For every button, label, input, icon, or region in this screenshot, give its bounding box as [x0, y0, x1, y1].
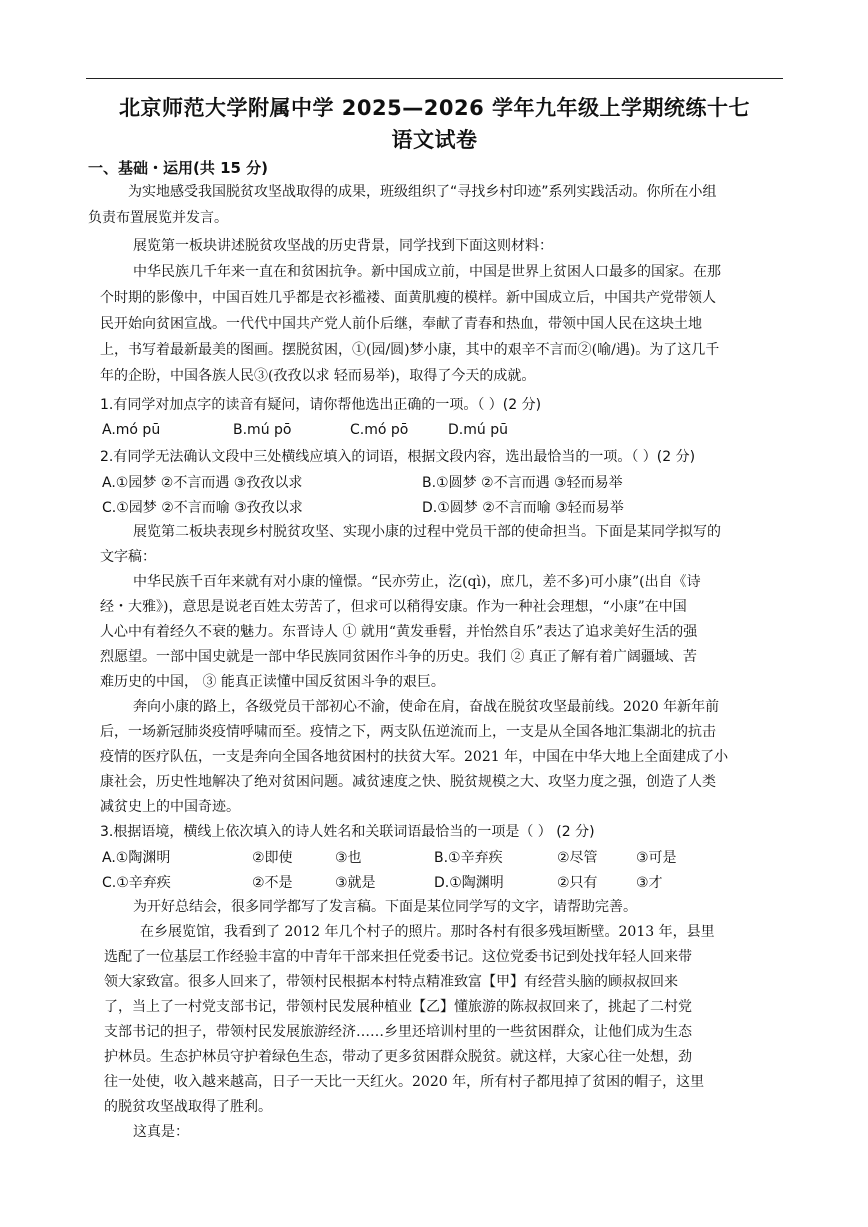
q1-option-d[interactable]: D.mú pū: [448, 422, 508, 438]
speech-line: 领大家致富。很多人回来了，带领村民根据本村特点精准致富【甲】有经营头脑的顾叔叔回来: [104, 974, 678, 990]
summary-intro: 为开好总结会，很多同学都写了发言稿。下面是某位同学写的文字，请帮助完善。: [133, 899, 637, 915]
q3-option-a-name[interactable]: A.①陶渊明: [102, 850, 171, 866]
speech-line: 了，当上了一村党支部书记，带领村民发展种植业【乙】懂旅游的陈叔叔回来了，挑起了二村党: [104, 999, 692, 1015]
q3-option-c-name[interactable]: C.①辛弃疾: [102, 875, 171, 891]
board2-intro: 展览第二板块表现乡村脱贫攻坚、实现小康的过程中党员干部的使命担当。下面是某同学拟写的: [133, 524, 721, 540]
q3-option-d-conj2: ③才: [636, 875, 663, 891]
closing-line: 这真是：: [133, 1124, 189, 1140]
q3-option-b-conj2: ③可是: [636, 850, 677, 866]
q2-option-c[interactable]: C.①园梦 ②不言而喻 ③孜孜以求: [102, 500, 303, 516]
q3-option-d-name[interactable]: D.①陶渊明: [434, 875, 504, 891]
q3-option-d-conj1: ②只有: [557, 875, 598, 891]
material-line: 上，书写着最新最美的图画。摆脱贫困，①(园/圆)梦小康，其中的艰辛不言而②(喻/遇)。为了这几千: [100, 342, 720, 358]
top-rule: [86, 78, 783, 79]
section-heading: 一、基础・运用(共 15 分): [88, 159, 269, 177]
material-line: 中华民族几千年来一直在和贫困抗争。新中国成立前，中国是世界上贫困人口最多的国家。在那: [133, 264, 721, 280]
speech-line: 选配了一位基层工作经验丰富的中青年干部来担任党委书记。这位党委书记到处找年轻人回来带: [104, 949, 692, 965]
q2-option-b[interactable]: B.①圆梦 ②不言而遇 ③轻而易举: [422, 475, 623, 491]
q2-option-a[interactable]: A.①园梦 ②不言而遇 ③孜孜以求: [102, 475, 303, 491]
q2-option-d[interactable]: D.①圆梦 ②不言而喻 ③轻而易举: [422, 500, 624, 516]
material-line: 康社会，历史性地解决了绝对贫困问题。减贫速度之快、脱贫规模之大、攻坚力度之强，创造了人类: [100, 774, 716, 790]
material-line: 年的企盼，中国各族人民③(孜孜以求 轻而易举)，取得了今天的成就。: [100, 368, 536, 384]
material-line: 疫情的医疗队伍，一支是奔向全国各地贫困村的扶贫大军。2021 年，中国在中华大地上全面建成了小: [100, 749, 729, 765]
q3-option-c-conj2: ③就是: [335, 875, 376, 891]
board2-intro: 文字稿：: [100, 549, 156, 565]
board1-intro: 展览第一板块讲述脱贫攻坚战的历史背景，同学找到下面这则材料：: [133, 238, 553, 254]
material-line: 难历史的中国， ③ 能真正读懂中国反贫困斗争的艰巨。: [100, 674, 445, 690]
q3-option-b-conj1: ②尽管: [557, 850, 598, 866]
question-3-stem: 3.根据语境，横线上依次填入的诗人姓名和关联词语最恰当的一项是（ ） (2 分): [100, 824, 595, 840]
q3-option-b-name[interactable]: B.①辛弃疾: [434, 850, 503, 866]
speech-line: 的脱贫攻坚战取得了胜利。: [104, 1099, 272, 1115]
material-line: 个时期的影像中，中国百姓几乎都是衣衫褴褛、面黄肌瘦的模样。新中国成立后，中国共产党带领人: [100, 290, 716, 306]
material-line: 后，一场新冠肺炎疫情呼啸而至。疫情之下，两支队伍逆流而上，一支是从全国各地汇集湖北的抗击: [100, 724, 716, 740]
question-1-stem: 1.有同学对加点字的读音有疑问，请你帮他选出正确的一项。（ ）(2 分): [100, 397, 542, 413]
material-line: 减贫史上的中国奇迹。: [100, 799, 240, 815]
speech-line: 护林员。生态护林员守护着绿色生态，带动了更多贫困群众脱贫。就这样，大家心往一处想，劲: [104, 1049, 692, 1065]
q3-option-c-conj1: ②不是: [252, 875, 293, 891]
material-line: 经・大雅》)，意思是说老百姓太劳苦了，但求可以稍得安康。作为一种社会理想，“小康”在中国: [100, 599, 687, 615]
material-line: 中华民族千百年来就有对小康的憧憬。“民亦劳止，汔(qì)，庶几，差不多)可小康”(出自《诗: [133, 574, 701, 590]
q1-option-b[interactable]: B.mú pō: [233, 422, 292, 438]
page-subtitle: 语文试卷: [391, 128, 478, 152]
q3-option-a-conj2: ③也: [335, 850, 362, 866]
q1-option-a[interactable]: A.mó pū: [102, 422, 161, 438]
speech-line: 支部书记的担子，带领村民发展旅游经济……乡里还培训村里的一些贫困群众，让他们成为生态: [104, 1024, 692, 1040]
q3-option-a-conj1: ②即使: [252, 850, 293, 866]
q1-option-c[interactable]: C.mó pō: [350, 422, 409, 438]
material-line: 奔向小康的路上，各级党员干部初心不渝，使命在肩，奋战在脱贫攻坚最前线。2020 年新年前: [133, 699, 720, 715]
speech-line: 在乡展览馆，我看到了 2012 年几个村子的照片。那时各村有很多残垣断壁。2013 年，县里: [140, 924, 715, 940]
speech-line: 往一处使，收入越来越高，日子一天比一天红火。2020 年，所有村子都甩掉了贫困的帽子，这里: [104, 1074, 705, 1090]
material-line: 烈愿望。一部中国史就是一部中华民族同贫困作斗争的历史。我们 ② 真正了解有着广阔疆域、苦: [100, 649, 697, 665]
material-line: 人心中有着经久不衰的魅力。东晋诗人 ① 就用“黄发垂髫，并怡然自乐”表达了追求美好生活的强: [100, 624, 698, 640]
material-line: 民开始向贫困宣战。一代代中国共产党人前仆后继，奉献了青春和热血，带领中国人民在这块土地: [100, 316, 702, 332]
question-2-stem: 2.有同学无法确认文段中三处横线应填入的词语，根据文段内容，选出最恰当的一项。（ ）(2 分): [100, 449, 696, 465]
intro-line: 负责布置展览并发言。: [88, 210, 228, 226]
page-title: 北京师范大学附属中学 2025—2026 学年九年级上学期统练十七: [118, 96, 750, 120]
intro-line: 为实地感受我国脱贫攻坚战取得的成果，班级组织了“寻找乡村印迹”系列实践活动。你所在小组: [128, 184, 717, 200]
